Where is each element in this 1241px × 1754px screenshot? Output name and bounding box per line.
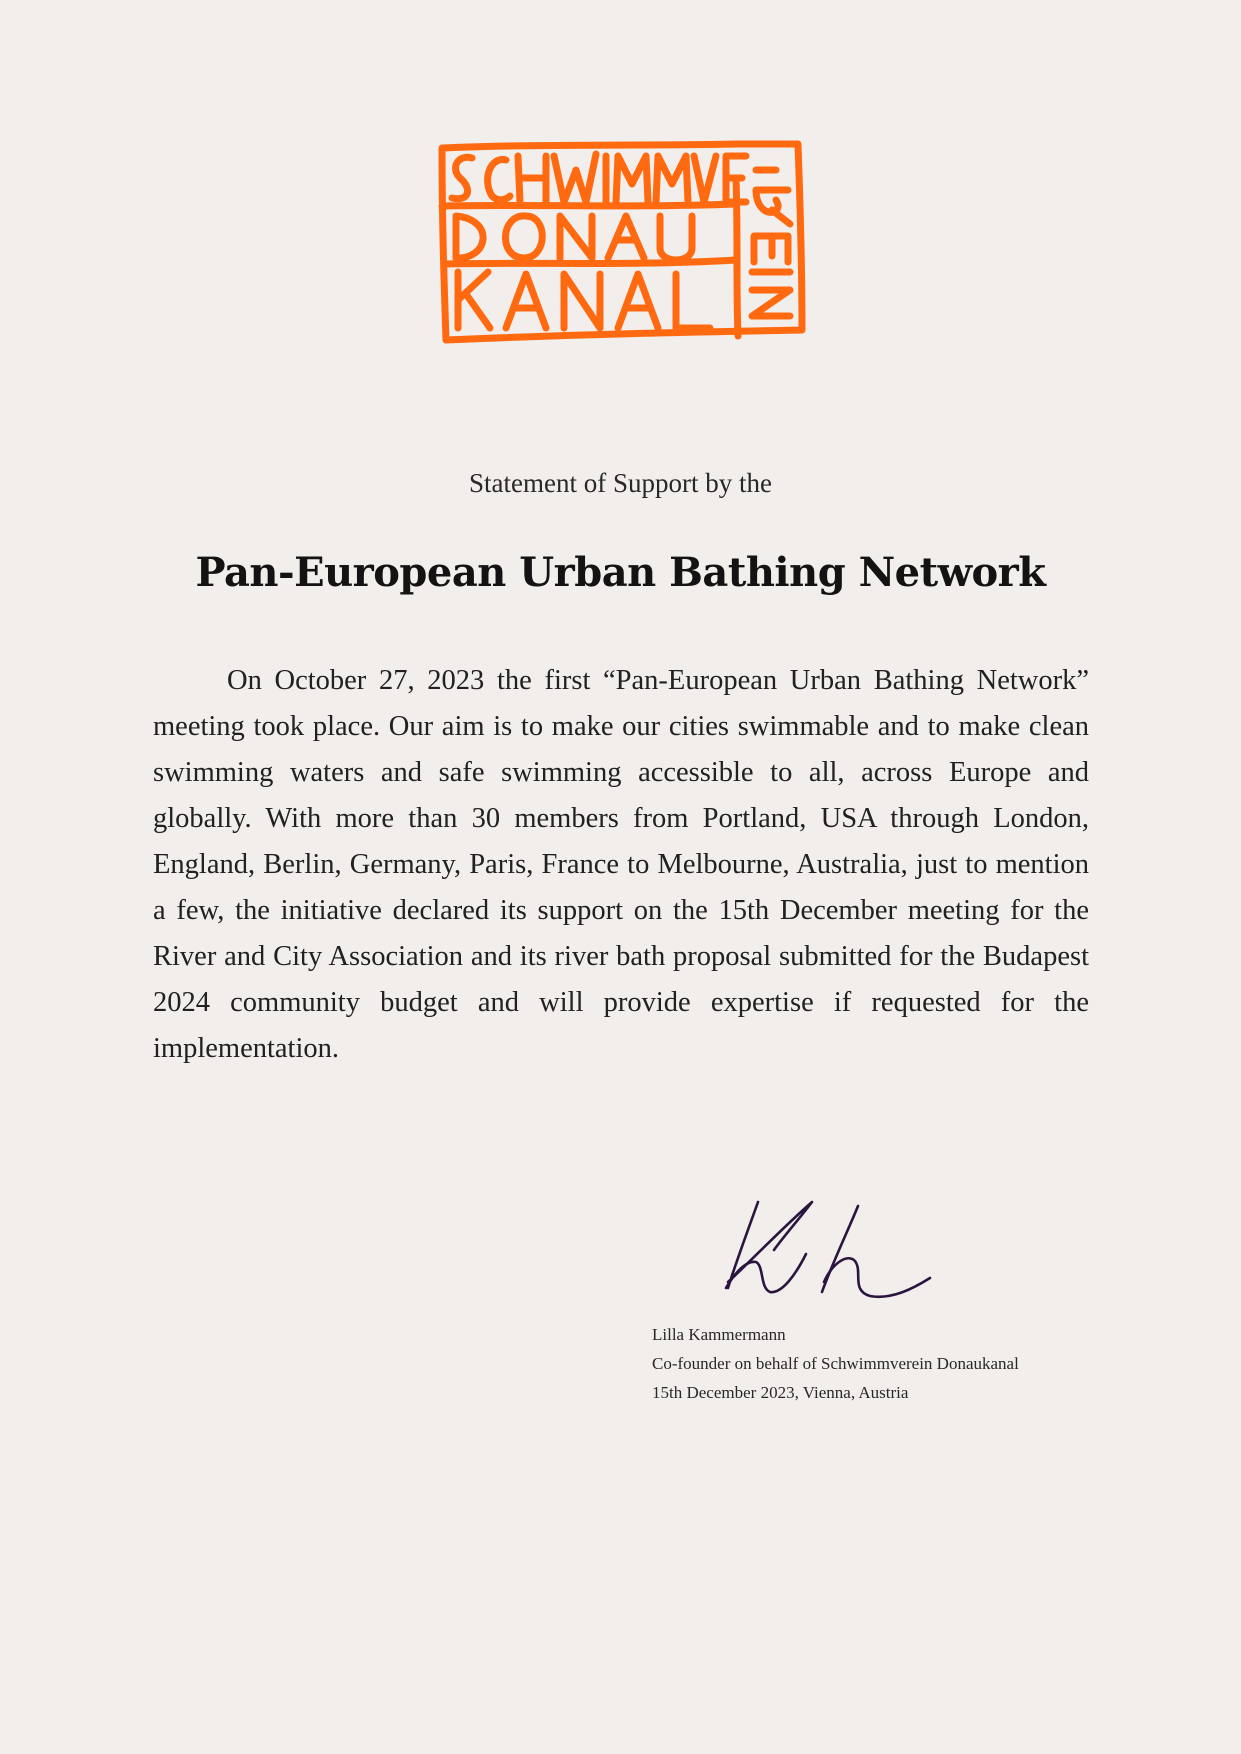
signature-date-place: 15th December 2023, Vienna, Austria [652,1383,909,1402]
document-title: Pan-European Urban Bathing Network [195,549,1046,596]
schwimmverein-donaukanal-logo [436,140,806,345]
statement-body: On October 27, 2023 the first “Pan-European Urban Bathing Network” meeting took place. Our aim is to make our cities swimmable and to make clean swimming waters and safe swimming accessible to all, across Europe and globally. With more than 30 members from Portland, USA through London, England, Berlin, Germany, Paris, France to Melbourne, Australia, just to mention a few, the initiative declared its support on the 15th December meeting for the River and City Association and its river bath proposal submitted for the Budapest 2024 community budget and will provide expertise if requested for the implementation. [153,665,1089,1064]
statement-subtitle: Statement of Support by the [469,468,772,498]
signatory-role: Co-founder on behalf of Schwimmverein Donaukanal [652,1354,1019,1373]
handwritten-signature [700,1170,940,1310]
signatory-name: Lilla Kammermann [652,1325,786,1344]
signature-block [652,1320,1019,1407]
